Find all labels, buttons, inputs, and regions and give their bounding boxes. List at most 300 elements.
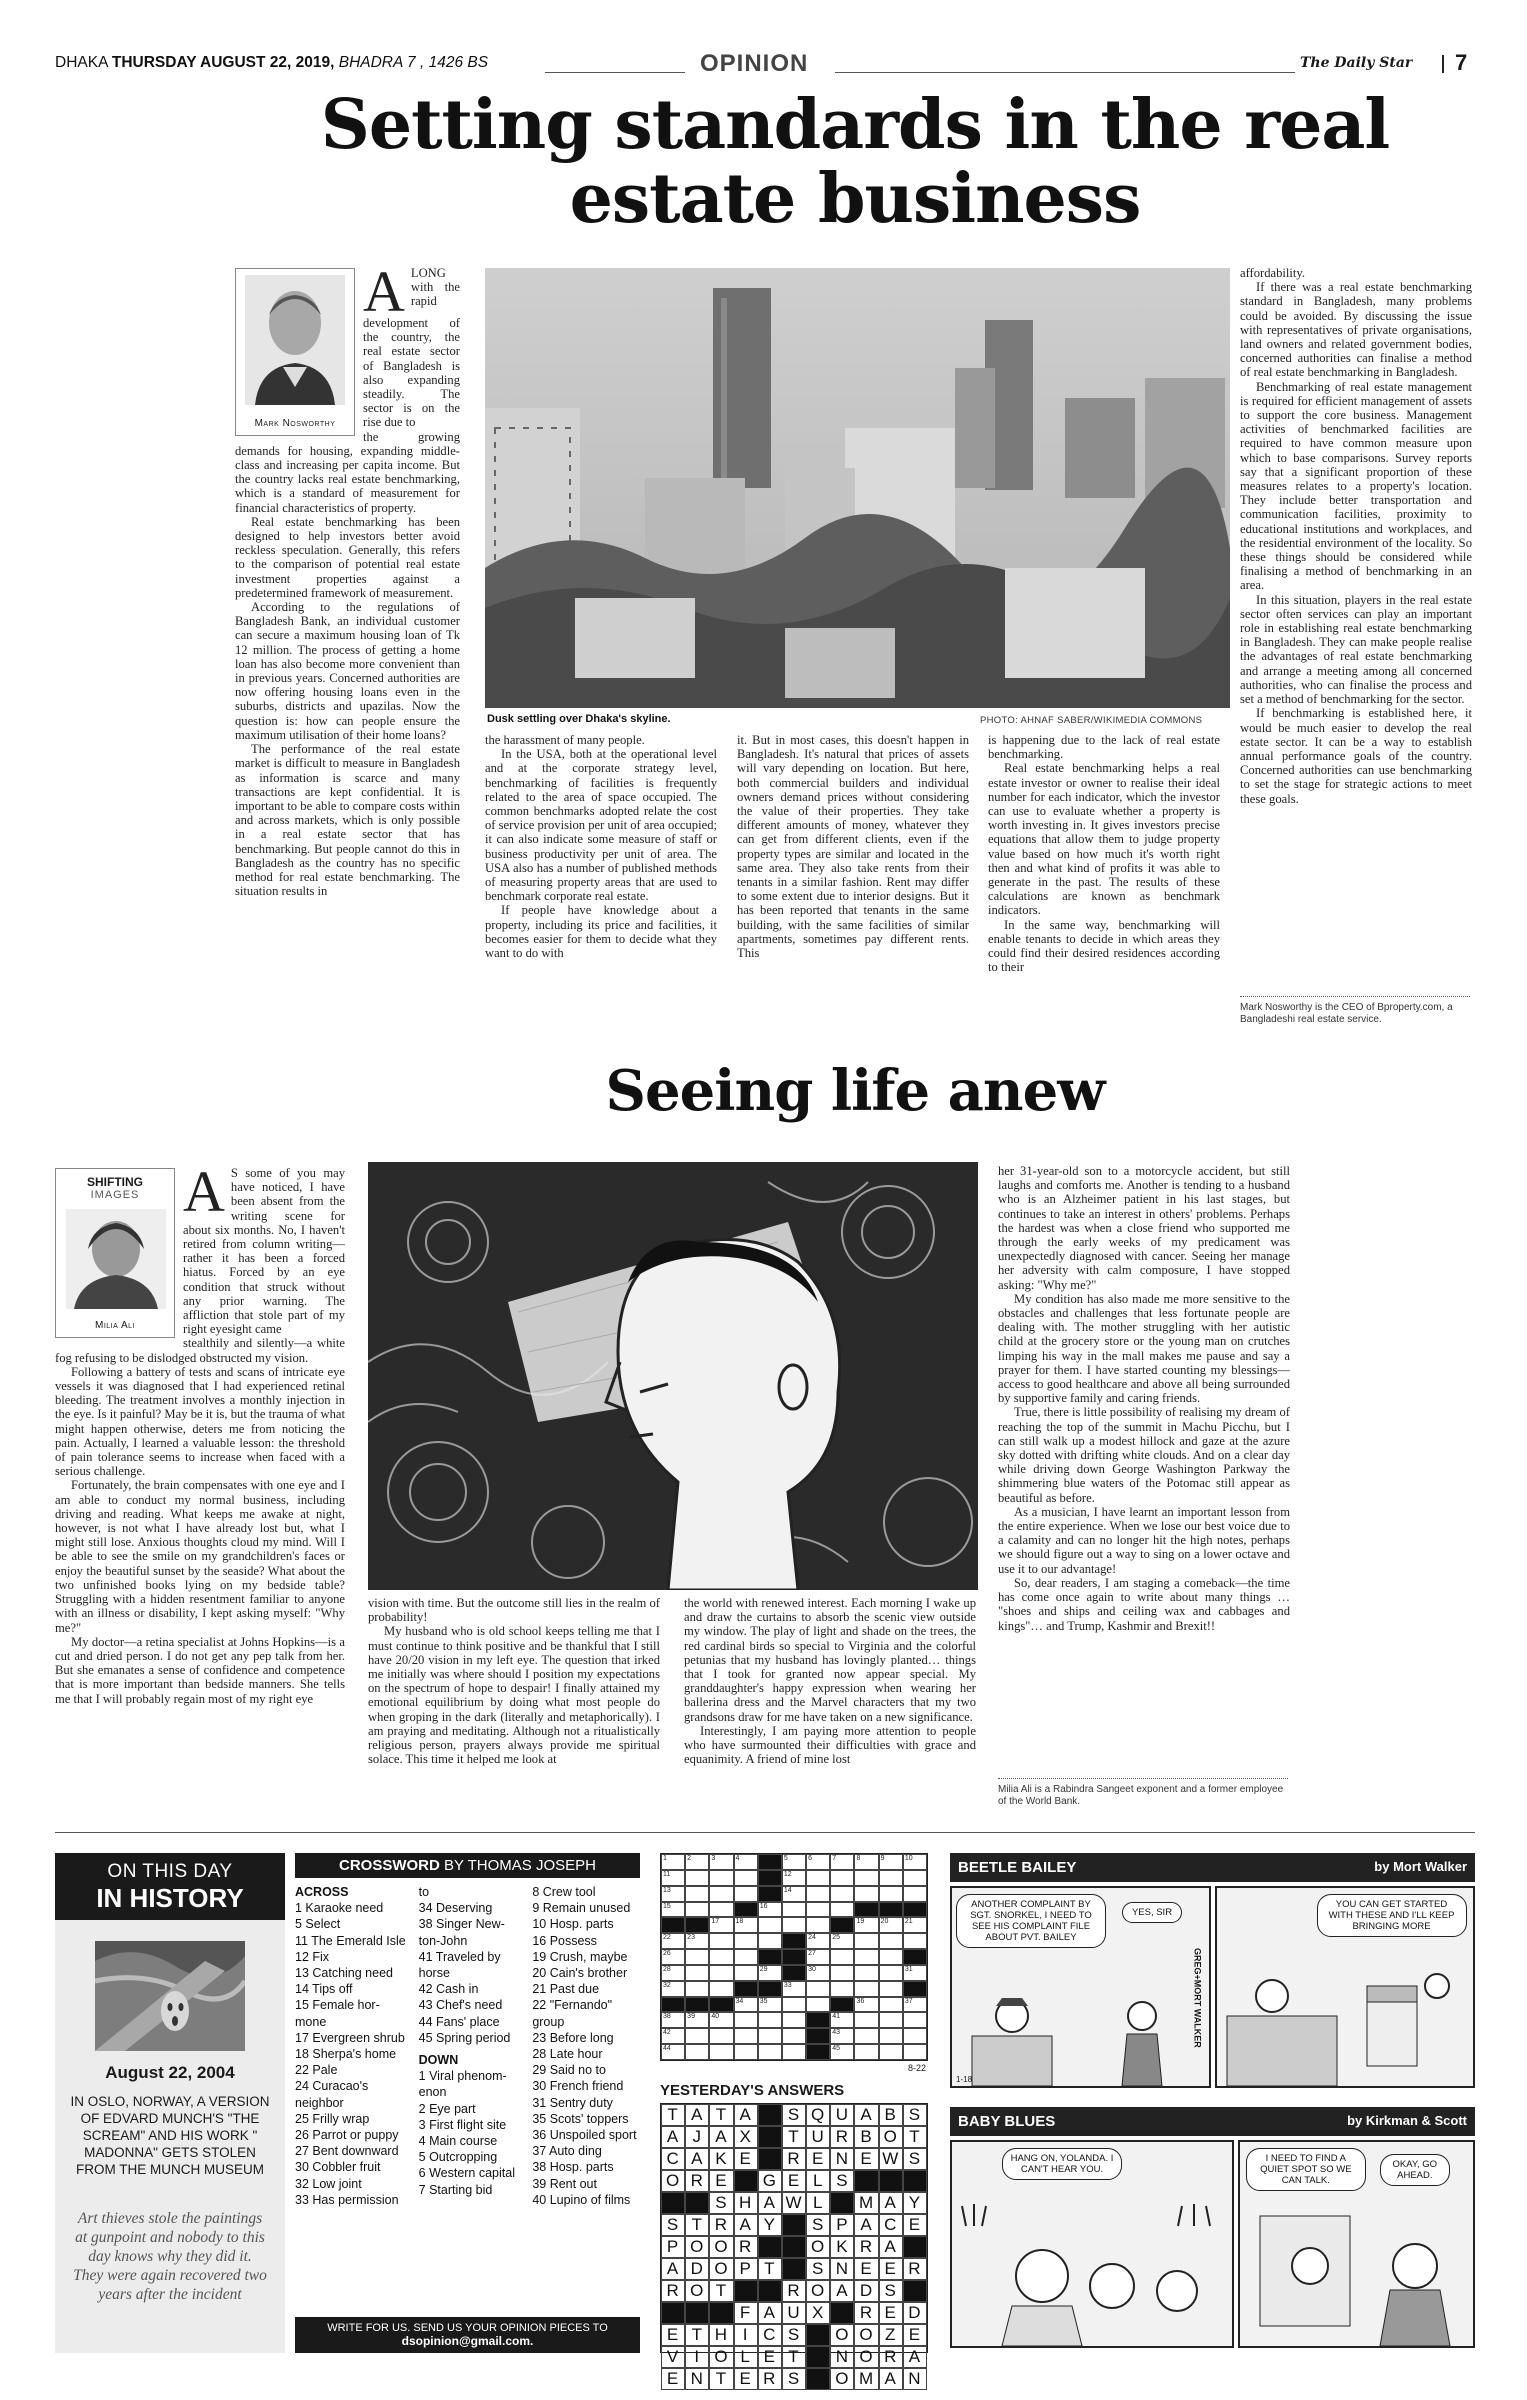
page-number: 7 [1455,50,1468,75]
answer-cell: S [903,2104,927,2126]
clue-col-1 [295,1884,413,2208]
across-clue: 42 Cash in [418,1982,479,1997]
puzzle-cell [758,1854,782,1870]
across-clue: 5 Select [295,1917,341,1932]
answer-cell: D [903,2302,927,2324]
puzzle-cell[interactable] [709,1933,733,1949]
crossword-grid[interactable] [660,1853,928,2061]
page-divider [1442,55,1444,73]
article1-dropcap: A [363,259,405,324]
masthead-bangla-date: BHADRA 7 , 1426 BS [338,54,489,71]
answer-cell: A [854,2214,878,2236]
article1-lead-text: LONG with the rapid development of the country, the real estate sector of Bangladesh is also expanding steadily. The sector is on the rise due to [363,266,460,430]
article2-col3 [684,1596,976,1766]
answer-cell: U [830,2104,854,2126]
puzzle-cell[interactable] [661,1902,685,1918]
puzzle-cell[interactable] [734,2028,758,2044]
puzzle-cell[interactable] [879,1854,903,1870]
answer-cell: C [661,2148,685,2170]
article2-footnote-rule [998,1778,1288,1779]
puzzle-cell[interactable] [685,1854,709,1870]
puzzle-cell[interactable] [709,1917,733,1933]
baby-byline: by Kirkman & Scott [1347,2113,1467,2128]
puzzle-cell [782,1933,806,1949]
puzzle-cell[interactable] [709,1870,733,1886]
answer-cell: A [661,2126,685,2148]
puzzle-cell[interactable] [879,1917,903,1933]
answer-cell: A [685,2104,709,2126]
puzzle-cell[interactable] [903,1886,927,1902]
puzzle-cell[interactable] [806,1886,830,1902]
puzzle-cell[interactable] [879,1981,903,1997]
puzzle-cell[interactable] [734,2012,758,2028]
beetle-panel-1 [950,1886,1211,2088]
puzzle-cell[interactable] [806,1870,830,1886]
across-clue: 11 The Emerald Isle [295,1933,406,1948]
puzzle-cell[interactable] [806,1949,830,1965]
answer-cell: S [709,2192,733,2214]
puzzle-cell[interactable] [758,1933,782,1949]
answer-cell: R [782,2280,806,2302]
puzzle-cell[interactable] [806,1981,830,1997]
beetle-title: BEETLE BAILEY [958,1859,1077,1876]
puzzle-cell[interactable] [734,1949,758,1965]
crossword-byline: BY THOMAS JOSEPH [444,1857,596,1874]
puzzle-cell[interactable] [782,1917,806,1933]
answer-cell: T [782,2126,806,2148]
article1-col4-p2: Real estate benchmarking helps a real estate investor or owner to realise their ideal number for each indicator, which the investor can use to evaluate whether a property is worth investing in. It gives investors precise equations that allow them to judge property value based on how much it's worth right then and what kind of profits it was able to generate in the past. The results of these calculations are known as benchmark indicators. [988,761,1220,918]
cell-number: 7 [832,1855,837,1862]
answer-cell [758,2126,782,2148]
article1-footnote: Mark Nosworthy is the CEO of Bproperty.com, a Bangladeshi real estate service. [1240,1002,1453,1025]
puzzle-cell[interactable] [709,1886,733,1902]
answer-cell: H [734,2192,758,2214]
answer-cell: A [709,2126,733,2148]
puzzle-cell[interactable] [806,1917,830,1933]
answer-cell: Z [879,2324,903,2346]
down-clue: 2 Eye part [418,2101,476,2116]
article2-illustration [368,1162,978,1590]
baby-panels [950,2136,1475,2348]
baby-bubble-1: HANG ON, YOLANDA. I CAN'T HEAR YOU. [1002,2148,1122,2180]
cell-number: 21 [904,1918,913,1926]
across-clue: 22 Pale [295,2063,338,2078]
down-clue: 21 Past due [532,1982,600,1997]
article1-col2-p1: the harassment of many people. [485,733,645,747]
answer-cell [903,2170,927,2192]
puzzle-cell[interactable] [830,2012,854,2028]
puzzle-cell[interactable] [734,2044,758,2060]
answer-cell [782,2258,806,2280]
answer-cell: E [661,2368,685,2390]
beetle-header [950,1853,1475,1882]
float-spacer [235,266,363,436]
puzzle-cell[interactable] [903,1965,927,1981]
puzzle-cell[interactable] [758,2028,782,2044]
answer-cell: X [806,2302,830,2324]
answer-cell: R [685,2170,709,2192]
crossword-header [295,1853,640,1878]
puzzle-cell[interactable] [782,1870,806,1886]
puzzle-cell[interactable] [709,2028,733,2044]
article1-headline-line1: Setting standards in the real [320,85,1390,165]
column-name-2: IMAGES [90,1189,140,1201]
puzzle-cell[interactable] [734,1933,758,1949]
answer-cell: O [709,2346,733,2368]
puzzle-cell[interactable] [685,1981,709,1997]
puzzle-cell[interactable] [879,1949,903,1965]
across-clue: 12 Fix [295,1949,330,1964]
answer-cell [758,2148,782,2170]
puzzle-cell[interactable] [758,1965,782,1981]
cell-number: 39 [687,2013,695,2021]
down-clue: 9 Remain unused [532,1901,631,1916]
puzzle-cell[interactable] [903,2028,927,2044]
answer-cell: E [709,2170,733,2192]
down-clue: 1 Viral phenom- [418,2069,507,2084]
cell-number: 34 [735,1997,744,2005]
answer-cell: T [709,2280,733,2302]
puzzle-cell [685,1917,709,1933]
answer-cell [685,2192,709,2214]
down-clue: 31 Sentry duty [532,2095,613,2110]
answer-cell: T [709,2104,733,2126]
answer-cell: E [734,2148,758,2170]
answer-cell: S [661,2214,685,2236]
puzzle-cell[interactable] [758,1902,782,1918]
baby-bubble-2: I NEED TO FIND A QUIET SPOT SO WE CAN TALK. [1246,2148,1366,2191]
puzzle-cell[interactable] [709,1965,733,1981]
article2-col1 [55,1159,345,1706]
face-illustration [368,1162,978,1590]
puzzle-cell [758,1870,782,1886]
answer-cell [758,2236,782,2258]
down-clue: 4 Main course [418,2134,498,2149]
answer-cell: I [685,2346,709,2368]
column-name-1: SHIFTING [87,1175,143,1189]
puzzle-cell[interactable] [661,1933,685,1949]
article1-col1-p3: According to the regulations of Bangladesh Bank, an individual customer can secure a maximum housing loan of Tk 12 million. The process of getting a home loan has also become more convenient than in previous years. Concerned authorities are now offering housing loans even in the suburbs, districts and upazilas. Now the question is: how can people ensure the maximum utilisation of their home loans? [235,600,460,742]
puzzle-cell[interactable] [685,1902,709,1918]
puzzle-cell[interactable] [854,1870,878,1886]
puzzle-cell[interactable] [879,1965,903,1981]
puzzle-cell[interactable] [782,2028,806,2044]
puzzle-cell[interactable] [879,2012,903,2028]
puzzle-cell[interactable] [734,1917,758,1933]
answer-cell: P [830,2214,854,2236]
beetle-byline: by Mort Walker [1374,1859,1467,1874]
puzzle-cell[interactable] [830,1886,854,1902]
puzzle-cell[interactable] [830,1965,854,1981]
puzzle-cell[interactable] [758,2012,782,2028]
puzzle-cell[interactable] [854,1917,878,1933]
beetle-bubble-2: YES, SIR [1122,1902,1182,1923]
article1-col1-p1: the growing demands for housing, expanding middle-class and increasing per capita income. But the country lacks real estate benchmarking, which is a standard of measurement for financial characteristics of property. [235,429,460,515]
crossword-box [295,1853,640,2353]
baby-blues [950,2107,1475,2353]
baby-panel-1 [950,2140,1234,2348]
answer-cell: O [830,2368,854,2390]
puzzle-cell[interactable] [903,1933,927,1949]
puzzle-cell[interactable] [782,1854,806,1870]
paper-logo: The Daily Star [1300,55,1413,71]
cell-number: 32 [663,1981,671,1989]
answer-cell: E [854,2258,878,2280]
answer-cell: M [854,2192,878,2214]
puzzle-cell[interactable] [685,1949,709,1965]
puzzle-cell[interactable] [661,1965,685,1981]
puzzle-cell[interactable] [709,2012,733,2028]
puzzle-cell[interactable] [854,1933,878,1949]
down-clue: 7 Starting bid [418,2182,493,2197]
answer-cell [782,2214,806,2236]
puzzle-cell[interactable] [806,1902,830,1918]
cell-number: 6 [808,1855,812,1862]
puzzle-cell[interactable] [661,1870,685,1886]
puzzle-cell[interactable] [903,1997,927,2013]
answer-cell: P [734,2258,758,2280]
answer-cell: E [782,2170,806,2192]
answer-cell: R [661,2280,685,2302]
baby-bubble-3: OKAY, GO AHEAD. [1380,2154,1450,2186]
puzzle-cell[interactable] [734,1886,758,1902]
puzzle-cell[interactable] [806,1854,830,1870]
answer-cell: G [758,2170,782,2192]
skyline-photo [485,268,1230,708]
across-clue: 18 Sherpa's home [295,2047,397,2062]
answer-cell: A [734,2214,758,2236]
answer-cell: T [903,2126,927,2148]
answer-cell: D [854,2280,878,2302]
puzzle-cell[interactable] [782,1902,806,1918]
scream-painting [95,1941,245,2051]
puzzle-cell[interactable] [782,1997,806,2013]
puzzle-cell[interactable] [903,2012,927,2028]
answer-cell [903,2280,927,2302]
puzzle-cell [661,1917,685,1933]
puzzle-cell[interactable] [879,1886,903,1902]
puzzle-cell[interactable] [854,1965,878,1981]
puzzle-cell[interactable] [709,1902,733,1918]
down-clue: 40 Lupino of films [532,2192,631,2207]
puzzle-cell[interactable] [661,1981,685,1997]
answer-cell: M [854,2368,878,2390]
puzzle-cell[interactable] [854,2044,878,2060]
puzzle-cell[interactable] [806,1997,830,2013]
answer-cell: N [830,2148,854,2170]
puzzle-cell[interactable] [879,2028,903,2044]
puzzle-cell[interactable] [661,2012,685,2028]
masthead-rule-left [545,72,685,73]
puzzle-cell[interactable] [709,1981,733,1997]
answer-cell: R [709,2214,733,2236]
puzzle-cell[interactable] [830,1902,854,1918]
puzzle-cell [806,2012,830,2028]
puzzle-cell[interactable] [734,1854,758,1870]
answer-cell: T [782,2346,806,2368]
puzzle-cell[interactable] [782,1981,806,1997]
beetle-bubble-1: ANOTHER COMPLAINT BY SGT. SNORKEL, I NEED TO SEE HIS COMPLAINT FILE ABOUT PVT. BAILEY [956,1894,1106,1948]
footer-email: dsopinion@gmail.com. [401,2334,534,2348]
puzzle-cell[interactable] [830,2028,854,2044]
down-clue: 5 Outcropping [418,2150,498,2165]
history-blurb: Art thieves stole the paintings at gunpoint and nobody to this day knows why they did it. They were again recovered two years after the incident [73,2210,267,2303]
puzzle-cell[interactable] [685,1870,709,1886]
puzzle-cell[interactable] [734,1965,758,1981]
answer-cell: K [830,2236,854,2258]
puzzle-cell[interactable] [879,1933,903,1949]
answer-cell: E [903,2214,927,2236]
puzzle-cell[interactable] [661,2028,685,2044]
article2-col1-p3: Fortunately, the brain compensates with one eye and I am able to conduct my normal business, including driving and reading. What keeps me awake at night, however, is not what I have already lost but, what I might still lose. Anxious thoughts cloud my mind. Will I be able to see the smile on my grandchildren's faces or enjoy the beautiful sunset by the seaside? What about the two unfinished books lying on my bedside table? Struggling with a hidden resentment familiar to anyone with an illness or disability, I kept asking myself: "Why me?" [55,1478,345,1635]
answer-cell: S [782,2368,806,2390]
puzzle-cell[interactable] [709,2044,733,2060]
answer-cell [758,2280,782,2302]
across-clue: ton-John [418,1933,468,1948]
answer-cell: Q [806,2104,830,2126]
puzzle-cell[interactable] [830,1949,854,1965]
across-clue: 45 Spring period [418,2030,511,2045]
cell-number: 22 [663,1934,671,1942]
puzzle-cell[interactable] [903,1917,927,1933]
baby-characters [952,2186,1232,2346]
puzzle-cell[interactable] [661,1886,685,1902]
puzzle-cell[interactable] [661,2044,685,2060]
puzzle-cell[interactable] [830,1933,854,1949]
puzzle-cell[interactable] [709,1854,733,1870]
puzzle-cell[interactable] [854,1949,878,1965]
down-clue: 36 Unspoiled sport [532,2128,637,2143]
article1-col1 [235,259,460,899]
answer-cell: K [709,2148,733,2170]
article2-col1-p1: stealthily and silently—a white fog refusing to be dislodged obstructed my vision. [55,1336,345,1365]
puzzle-cell[interactable] [709,1949,733,1965]
answer-cell [734,2170,758,2192]
cell-number: 17 [711,1918,720,1926]
answer-cell: A [830,2280,854,2302]
cell-number: 20 [880,1918,889,1926]
down-label: DOWN [418,2053,459,2068]
article1-col2-p2: In the USA, both at the operational level and at the corporate strategy level, benchmarking of facilities is frequently related to the area of space occupied. The common benchmarks adopted relate the cost of service provision per unit of area occupied; it can also indicate some measure of staff or business productivity per unit of area. The USA also has a number of published methods of measuring property areas that are used to benchmark corporate real estate. [485,747,717,904]
puzzle-cell[interactable] [685,1965,709,1981]
puzzle-cell[interactable] [685,1933,709,1949]
masthead-left [55,54,488,72]
answer-cell: R [758,2368,782,2390]
answer-cell [661,2192,685,2214]
article2-col2 [368,1596,660,1766]
cell-number: 5 [783,1855,788,1862]
puzzle-cell[interactable] [879,2044,903,2060]
puzzle-cell[interactable] [685,2044,709,2060]
puzzle-cell[interactable] [830,1870,854,1886]
puzzle-cell[interactable] [782,2044,806,2060]
beetle-signature: GREG+MORT WALKER [1192,1948,1203,2048]
answer-cell: N [903,2368,927,2390]
answer-cell: T [685,2324,709,2346]
skyline-credit: PHOTO: AHNAF SABER/WIKIMEDIA COMMONS [980,715,1203,726]
answer-cell: A [879,2236,903,2258]
puzzle-cell[interactable] [782,2012,806,2028]
puzzle-cell[interactable] [758,1917,782,1933]
puzzle-cell[interactable] [685,1886,709,1902]
puzzle-cell[interactable] [903,1854,927,1870]
float-spacer-2 [55,1166,183,1344]
answer-cell: O [709,2236,733,2258]
down-clue: 29 Said no to [532,2063,606,2078]
puzzle-cell[interactable] [903,2044,927,2060]
across-clue: 14 Tips off [295,1982,353,1997]
puzzle-cell[interactable] [854,1886,878,1902]
answer-cell: C [879,2214,903,2236]
across-clue: mone [295,2014,327,2029]
answer-cell: A [903,2346,927,2368]
puzzle-cell[interactable] [879,1870,903,1886]
cell-number: 15 [663,1902,671,1910]
puzzle-cell[interactable] [854,1854,878,1870]
cell-number: 42 [663,2029,671,2037]
masthead-date: THURSDAY AUGUST 22, 2019, [111,54,335,71]
puzzle-cell[interactable] [685,2012,709,2028]
answer-cell: A [734,2104,758,2126]
puzzle-cell[interactable] [830,2044,854,2060]
puzzle-cell[interactable] [661,1949,685,1965]
cell-number: 4 [735,1855,740,1862]
puzzle-cell[interactable] [830,1854,854,1870]
article1-col5-p1: affordability. [1240,266,1306,280]
puzzle-cell[interactable] [854,1981,878,1997]
answer-cell: S [903,2148,927,2170]
puzzle-cell[interactable] [806,1965,830,1981]
answer-cell: O [854,2346,878,2368]
answers-grid-wrap [660,2103,928,2388]
baby-header [950,2107,1475,2136]
answer-cell: T [661,2104,685,2126]
puzzle-cell[interactable] [734,1997,758,2013]
answer-cell: L [734,2346,758,2368]
answer-cell: A [758,2192,782,2214]
article1-col4-p3: In the same way, benchmarking will enable tenants to decide in which areas they could find their desired residences according to their [988,917,1220,975]
puzzle-cell[interactable] [758,2044,782,2060]
answer-cell: N [685,2368,709,2390]
across-clue: 15 Female hor- [295,1998,380,2013]
answer-cell [806,2346,830,2368]
puzzle-cell[interactable] [830,1981,854,1997]
answer-cell: U [782,2302,806,2324]
puzzle-cell[interactable] [903,1870,927,1886]
article1-col2 [485,733,717,960]
puzzle-cell[interactable] [758,1997,782,2013]
answer-cell: L [806,2170,830,2192]
clue-col-2 [419,1884,527,2208]
cell-number: 24 [808,1934,816,1942]
down-clue: 35 Scots' toppers [532,2111,629,2126]
answer-cell: A [854,2104,878,2126]
puzzle-cell[interactable] [782,1886,806,1902]
puzzle-cell[interactable] [854,2028,878,2044]
cell-number: 27 [808,1950,816,1958]
puzzle-cell[interactable] [854,2012,878,2028]
answer-cell: D [685,2258,709,2280]
puzzle-cell[interactable] [734,1870,758,1886]
down-clue: 16 Possess [532,1933,597,1948]
puzzle-cell [806,2044,830,2060]
down-clue: enon [418,2085,447,2100]
puzzle-cell[interactable] [661,1854,685,1870]
puzzle-cell[interactable] [685,2028,709,2044]
puzzle-cell[interactable] [879,1997,903,2013]
puzzle-cell[interactable] [854,1997,878,2013]
puzzle-cell[interactable] [806,1933,830,1949]
